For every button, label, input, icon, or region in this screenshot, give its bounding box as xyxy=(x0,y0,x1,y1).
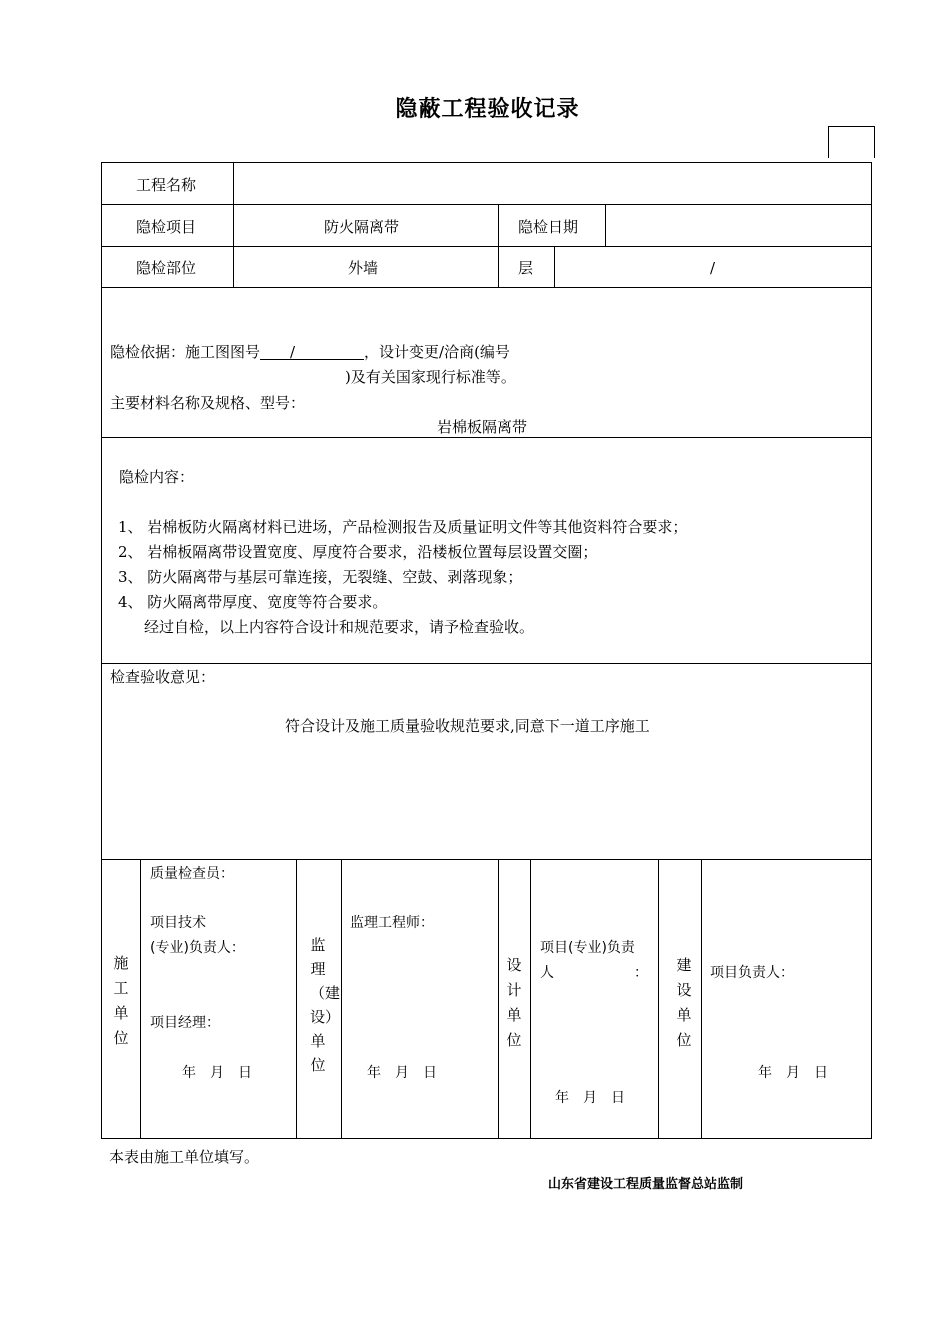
row-divider xyxy=(102,246,871,247)
design-lead-label-line2: 人 xyxy=(540,965,554,981)
basis-prefix: 隐检依据：施工图图号 xyxy=(110,343,261,361)
col-divider xyxy=(498,859,499,1138)
row-divider xyxy=(102,859,871,860)
inspection-form xyxy=(101,162,872,1139)
col-divider xyxy=(530,859,531,1138)
quality-inspector-label: 质量检查员： xyxy=(150,866,234,882)
floor-value[interactable]: / xyxy=(710,259,716,277)
materials-value[interactable]: 岩棉板隔离带 xyxy=(437,418,528,436)
content-item: 4、 防火隔离带厚度、宽度等符合要求。 xyxy=(118,593,388,611)
inspection-item-label: 隐检项目 xyxy=(136,218,197,236)
design-lead-label-line1: 项目(专业)负责 xyxy=(540,940,635,956)
content-label: 隐检内容： xyxy=(119,468,195,486)
construction-unit-label: 施工单位 xyxy=(113,954,129,1047)
build-date[interactable]: 年 月 日 xyxy=(758,1065,828,1081)
form-code-box xyxy=(828,126,875,158)
opinion-label: 检查验收意见： xyxy=(110,668,216,686)
col-divider xyxy=(498,204,499,287)
col-divider xyxy=(658,859,659,1138)
build-lead-label: 项目负责人： xyxy=(710,965,794,981)
construction-date[interactable]: 年 月 日 xyxy=(182,1065,252,1081)
row-divider xyxy=(102,287,871,288)
footer-org: 山东省建设工程质量监督总站监制 xyxy=(548,1177,744,1192)
design-lead-colon: ： xyxy=(634,965,648,981)
inspection-item-value[interactable]: 防火隔离带 xyxy=(324,218,400,236)
basis-suffix: ，设计变更/洽商(编号 xyxy=(364,343,510,361)
drawing-number-value: / xyxy=(290,343,296,361)
col-divider xyxy=(233,163,234,287)
tech-lead-label-line1: 项目技术 xyxy=(150,915,206,931)
inspection-location-value[interactable]: 外墙 xyxy=(348,259,379,277)
row-divider xyxy=(102,204,871,205)
inspection-location-label: 隐检部位 xyxy=(136,259,197,277)
row-divider xyxy=(102,437,871,438)
col-divider xyxy=(554,246,555,287)
basis-line xyxy=(110,345,510,360)
materials-label: 主要材料名称及规格、型号： xyxy=(110,394,306,412)
footer-note: 本表由施工单位填写。 xyxy=(109,1148,260,1166)
supervision-unit-label: 监理（建设）单位 xyxy=(310,936,341,1074)
opinion-text[interactable]: 符合设计及施工质量验收规范要求,同意下一道工序施工 xyxy=(285,717,650,735)
col-divider xyxy=(341,859,342,1138)
col-divider xyxy=(605,204,606,246)
basis-standards-line: )及有关国家现行标准等。 xyxy=(345,368,516,386)
page-title: 隐蔽工程验收记录 xyxy=(395,97,580,122)
col-divider xyxy=(140,859,141,1138)
content-conclusion: 经过自检，以上内容符合设计和规范要求，请予检查验收。 xyxy=(144,618,535,636)
inspection-date-label: 隐检日期 xyxy=(518,218,579,236)
project-manager-label: 项目经理： xyxy=(150,1015,220,1031)
col-divider xyxy=(701,859,702,1138)
drawing-number-field[interactable] xyxy=(260,345,364,360)
build-unit-label: 建设单位 xyxy=(676,956,692,1049)
design-date[interactable]: 年 月 日 xyxy=(555,1090,625,1106)
row-divider xyxy=(102,663,871,664)
tech-lead-label-line2: (专业)负责人： xyxy=(150,940,245,956)
design-unit-label: 设计单位 xyxy=(506,956,522,1049)
content-item: 2、 岩棉板隔离带设置宽度、厚度符合要求，沿楼板位置每层设置交圈； xyxy=(118,543,598,561)
content-item: 3、 防火隔离带与基层可靠连接，无裂缝、空鼓、剥落现象； xyxy=(118,568,523,586)
project-name-label: 工程名称 xyxy=(136,176,197,194)
supervision-date[interactable]: 年 月 日 xyxy=(367,1065,437,1081)
col-divider xyxy=(296,859,297,1138)
floor-label: 层 xyxy=(518,259,534,277)
supervision-engineer-label: 监理工程师： xyxy=(350,915,434,931)
content-item: 1、 岩棉板防火隔离材料已进场，产品检测报告及质量证明文件等其他资料符合要求； xyxy=(118,518,688,536)
